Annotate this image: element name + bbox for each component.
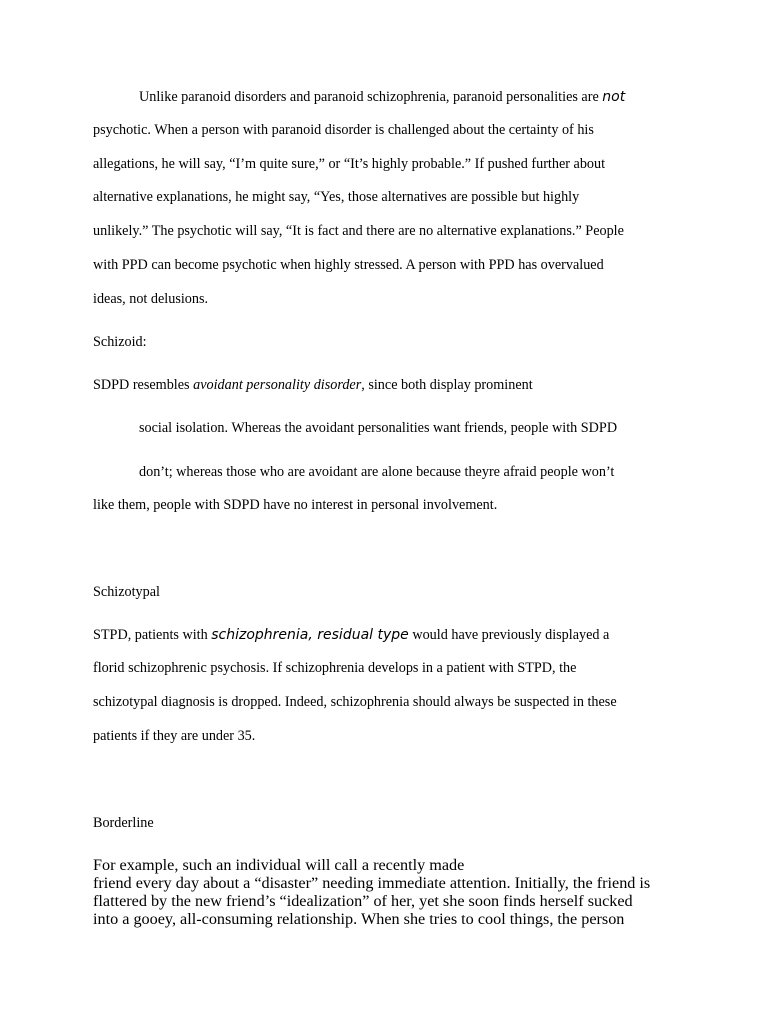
emphasis-text: not	[602, 89, 626, 105]
text-run: SDPD resembles	[93, 377, 194, 393]
text-run: Unlike paranoid disorders and paranoid schizophrenia, paranoid personalities are	[139, 89, 603, 105]
text-run: STPD, patients with	[93, 627, 212, 643]
section-heading-schizotypal: Schizotypal	[93, 584, 160, 600]
paragraph-line: psychotic. When a person with paranoid disorder is challenged about the certainty of his	[93, 122, 594, 138]
emphasis-text: avoidant personality disorder	[193, 377, 362, 393]
paragraph-line: like them, people with SDPD have no interest in personal involvement.	[93, 497, 498, 513]
paragraph-line	[139, 88, 625, 106]
paragraph-line: flattered by the new friend’s “idealization” of her, yet she soon finds herself sucked	[93, 892, 633, 910]
paragraph-line: friend every day about a “disaster” needing immediate attention. Initially, the friend is	[93, 874, 651, 892]
paragraph-line: don’t; whereas those who are avoidant are alone because theyre afraid people won’t	[139, 464, 615, 480]
paragraph-line: florid schizophrenic psychosis. If schizophrenia develops in a patient with STPD, the	[93, 660, 577, 676]
paragraph-line: patients if they are under 35.	[93, 728, 256, 744]
paragraph-line	[93, 376, 533, 394]
paragraph-line: ideas, not delusions.	[93, 291, 209, 307]
paragraph-line: unlikely.” The psychotic will say, “It is fact and there are no alternative explanations.” People	[93, 223, 624, 239]
paragraph-line: schizotypal diagnosis is dropped. Indeed, schizophrenia should always be suspected in these	[93, 694, 617, 710]
paragraph-line: social isolation. Whereas the avoidant personalities want friends, people with SDPD	[139, 420, 618, 436]
paragraph-line: For example, such an individual will call a recently made	[93, 856, 465, 874]
section-heading-borderline: Borderline	[93, 815, 154, 831]
paragraph-line: alternative explanations, he might say, “Yes, those alternatives are possible but highly	[93, 189, 580, 205]
paragraph-line: with PPD can become psychotic when highly stressed. A person with PPD has overvalued	[93, 257, 604, 273]
section-heading-schizoid: Schizoid:	[93, 334, 147, 350]
emphasis-text: schizophrenia, residual type	[211, 627, 409, 643]
paragraph-line: allegations, he will say, “I’m quite sure,” or “It’s highly probable.” If pushed further about	[93, 156, 606, 172]
text-run: would have previously displayed a	[408, 627, 610, 643]
paragraph-line: into a gooey, all-consuming relationship. When she tries to cool things, the person	[93, 910, 625, 928]
text-run: , since both display prominent	[361, 377, 533, 393]
paragraph-line	[93, 626, 609, 644]
